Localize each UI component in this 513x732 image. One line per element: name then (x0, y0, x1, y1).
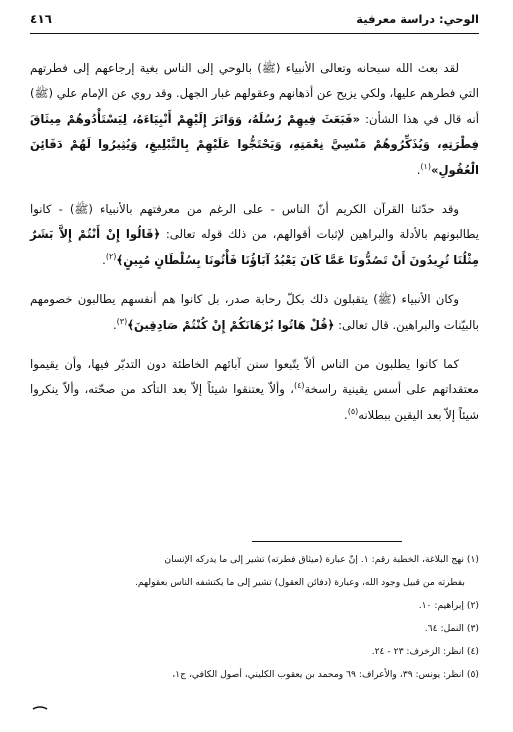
footnote-ref: (٢) (105, 251, 117, 261)
footnote-continuation: بفطرته من قبيل وجود الله، وعبارة (دفائن العقول) تشير إلى ما يكتشفه الناس بعقولهم. (135, 577, 465, 588)
footnote: (٤) انظر: الزخرف: ٢٣ - ٢٤. (371, 646, 479, 657)
text-run: كما كانوا يطلبون من الناس ألاّ يتّبعوا سنن آبائهم الخاطئة دون التدبّر فيها، وأن يقيموا معتقداتهم على أسس يقينية راسخة (30, 357, 479, 397)
footnotes (30, 548, 479, 686)
paragraph (30, 56, 479, 183)
paragraph (30, 287, 479, 338)
text-run: وكان الأنبياء (ﷺ) يتقبلون ذلك بكلّ رحابة صدر، بل كانوا هم أنفسهم يطالبون خصومهم بالبيّنات والبراهين. قال تعالى: (30, 292, 479, 332)
footnote: (١) نهج البلاغة، الخطبة رقم: ١. إنّ عبارة (ميثاق فطرته) تشير إلى ما يدركه الإنسان (164, 554, 479, 565)
running-title: الوحي: دراسة معرفية (356, 12, 479, 26)
paragraph (30, 197, 479, 273)
text-run: لقد بعث الله سبحانه وتعالى الأنبياء (ﷺ) بالوحي إلى الناس بغية إرجاعهم إلى فطرتهم التي فطرهم عليها، ولكي يزيح عن أذهانهم وعقولهم غبار الجهل. وقد روي عن الإمام علي (ﷺ) أنه قال في هذا الشأن: (30, 61, 479, 126)
quotation: ﴿قُلْ هَاتُوا بُرْهَانَكُمْ إِنْ كُنْتُمْ صَادِقِينَ﴾ (127, 317, 335, 332)
paragraph (30, 352, 479, 428)
text-run: . (112, 317, 117, 332)
footnote-separator (252, 541, 402, 542)
text-run: ، وألاّ يعتنقوا شيئاً إلاّ بعد التأكد من صحّته، وألاّ ينكروا شيئاً إلاّ بعد اليقين ببطلانه (30, 382, 479, 422)
footnote-ref: (٥) (347, 407, 359, 417)
main-text (30, 56, 479, 428)
text-run: . (416, 162, 421, 177)
footnote-ref: (١) (420, 161, 431, 171)
footnote: (٣) النمل: ٦٤. (424, 623, 479, 634)
footnote: (٢) إبراهيم: ١٠. (418, 600, 479, 611)
text-run: وقد حدّثنا القرآن الكريم أنّ الناس - على الرغم من معرفتهم بالأنبياء (ﷺ) - كانوا يطالبونهم بالأدلة والبراهين لإثبات أقوالهم، من ذلك قوله تعالى: (30, 202, 479, 242)
page-number: ٤١٦ (30, 12, 52, 26)
footnote-ref: (٤) (293, 381, 305, 391)
footnote: (٥) انظر: يونس: ٣٩، والأعراف: ٦٩ ومحمد بن يعقوب الكليني، أصول الكافي، ج١، (172, 669, 479, 680)
quotation: «فَبَعَثَ فِيهِمْ رُسُلَهُ، وَوَاتَرَ إِلَيْهِمْ أَنْبِيَاءَهُ، لِيَسْتَأْدُوهُمْ مِيثَاقَ فِطْرَتِهِ، وَيُذَكِّرُوهُمْ مَنْسِيَّ نِعْمَتِهِ، وَيَحْتَجُّوا عَلَيْهِمْ بِالتَّبْلِيغِ، وَيُثِيرُوا لَهُمْ دَفَائِنَ الْعُقُولِ» (30, 111, 479, 177)
footnote-ref: (٣) (116, 316, 128, 326)
text-run: . (102, 252, 106, 267)
page-header (30, 9, 479, 34)
quotation: ﴿قَالُوا إِنْ أَنْتُمْ إِلاَّ بَشَرٌ مِثْلُنَا تُرِيدُونَ أَنْ تَصُدُّونَا عَمَّا كَانَ يَعْبُدُ آبَاؤُنَا فَأْتُونَا بِسُلْطَانٍ مُبِينٍ﴾ (30, 227, 479, 267)
text-run: . (344, 407, 348, 422)
continuation-mark-icon (32, 704, 48, 712)
